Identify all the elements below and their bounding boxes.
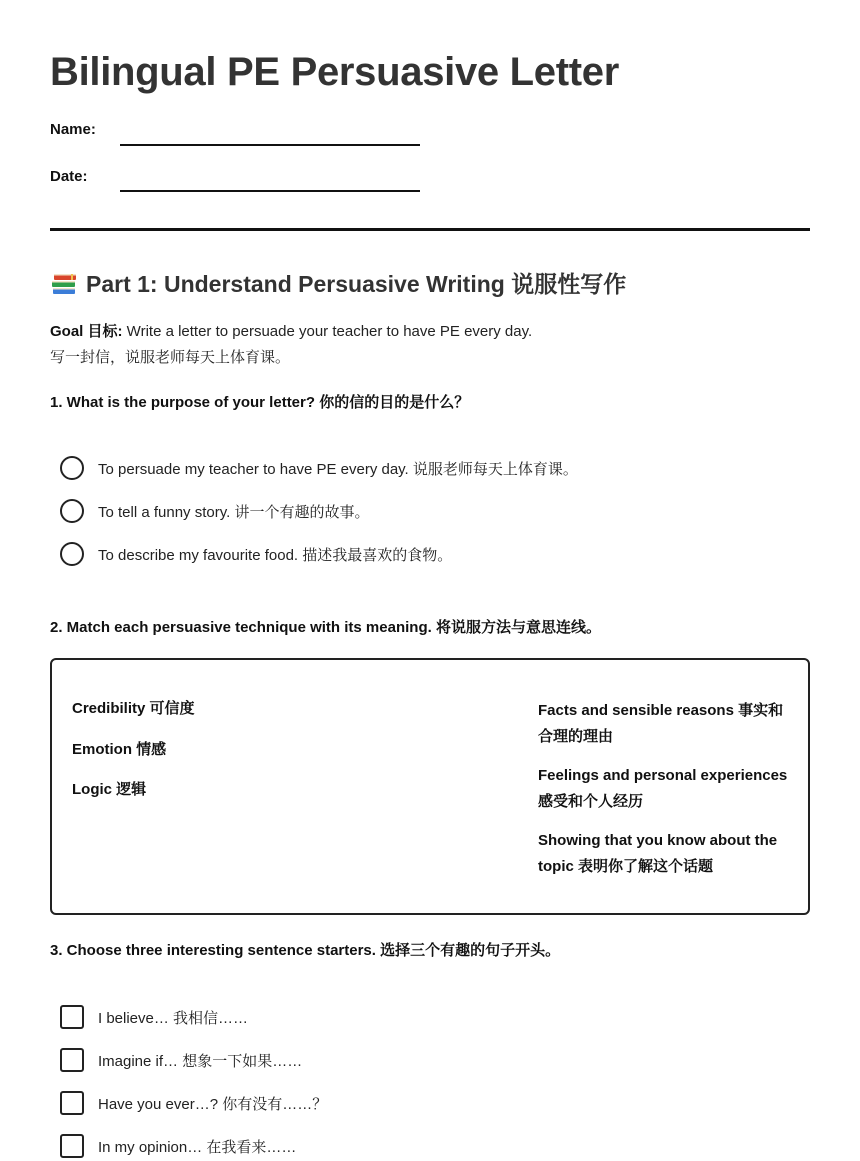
checkbox[interactable] (60, 1134, 84, 1158)
technique-term: Emotion 情感 (72, 740, 167, 758)
q3-option[interactable] (60, 1004, 248, 1030)
meaning-definition: Feelings and personal experiences 感受和个人经历 (538, 767, 788, 810)
q1-option[interactable] (60, 455, 578, 481)
q1-option[interactable] (60, 541, 452, 567)
question-2: 2. Match each persuasive technique with its meaning. 将说服方法与意思连线。 (50, 619, 601, 636)
option-label: In my opinion… 在我看来…… (98, 1138, 297, 1156)
radio-button[interactable] (60, 499, 84, 523)
date-field (50, 168, 88, 185)
goal-text (50, 319, 532, 371)
date-label: Date: (50, 168, 88, 185)
radio-button[interactable] (60, 456, 84, 480)
option-label: Imagine if… 想象一下如果…… (98, 1052, 303, 1070)
goal-english: Write a letter to persuade your teacher to have PE every day. (122, 323, 533, 340)
q1-option[interactable] (60, 498, 369, 524)
part1-heading-text: Part 1: Understand Persuasive Writing 说服性写作 (86, 271, 627, 297)
radio-button[interactable] (60, 542, 84, 566)
question-1: 1. What is the purpose of your letter? 你的信的目的是什么？ (50, 394, 470, 411)
option-label: To tell a funny story. 讲一个有趣的故事。 (98, 503, 370, 521)
option-label: I believe… 我相信…… (98, 1009, 249, 1027)
goal-label: Goal 目标: (50, 323, 123, 340)
q3-option[interactable] (60, 1047, 302, 1073)
option-label: Have you ever…? 你有没有……？ (98, 1095, 328, 1113)
name-input-line[interactable] (120, 144, 420, 146)
option-label: To persuade my teacher to have PE every day. 说服老师每天上体育课。 (98, 460, 578, 478)
checkbox[interactable] (60, 1091, 84, 1115)
page-title: Bilingual PE Persuasive Letter (50, 50, 619, 94)
option-label: To describe my favourite food. 描述我最喜欢的食物。 (98, 546, 453, 564)
books-icon (50, 270, 78, 296)
meaning-column (538, 698, 793, 893)
meaning-definition: Showing that you know about the topic 表明你了解这个话题 (538, 832, 778, 875)
technique-term: Credibility 可信度 (72, 700, 195, 717)
checkbox[interactable] (60, 1048, 84, 1072)
section-divider (50, 228, 810, 231)
date-input-line[interactable] (120, 190, 420, 192)
question-3: 3. Choose three interesting sentence starters. 选择三个有趣的句子开头。 (50, 942, 561, 959)
meaning-definition: Facts and sensible reasons 事实和合理的理由 (538, 702, 784, 745)
matching-box (50, 658, 810, 915)
checkbox[interactable] (60, 1005, 84, 1029)
technique-term: Logic 逻辑 (72, 781, 147, 798)
name-field (50, 121, 96, 138)
q3-option[interactable] (60, 1133, 296, 1159)
part1-heading (50, 266, 626, 299)
technique-column (72, 698, 272, 820)
name-label: Name: (50, 121, 96, 138)
goal-chinese: 写一封信，说服老师每天上体育课。 (50, 349, 291, 366)
q3-option[interactable] (60, 1090, 327, 1116)
